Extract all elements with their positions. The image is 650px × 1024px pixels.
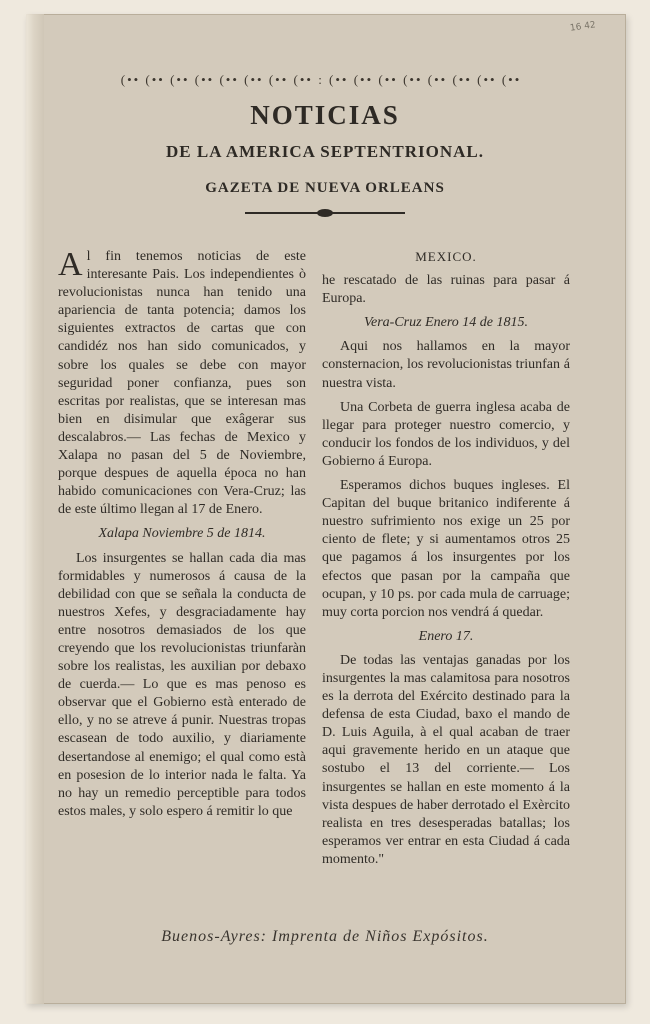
xalapa-letter: Los insurgentes se hallan cada dia mas formidables y numerosos á causa de la debilidad con que se señala la conducta de nuestros Xefes, y desgraciadamente hay entre nosotros demasiados de los que creyendo que los revolucionistas triunfaràn sobre los realistas, les auxilian por debaxo de cuerda.— Lo que es mas penoso es observar que el Gobierno està enterado de ello, y no se atreve á punir. Nuestras tropas escasean de todo auxilio, y diariamente desertandose al enemigo; el qual como està en posesion de lo interior nada le falta. Ya no hay un remedio perceptible para todos estos males, y solo espero á remitir lo que [58, 550, 306, 819]
dateline-xalapa: Xalapa Noviembre 5 de 1814. [98, 526, 266, 542]
enero-paragraph: De todas las ventajas ganadas por los insurgentes la mas calamitosa para nosotros es la derrota del Exército destinado para la defensa de esta Ciudad, baxo el mando de D. Luis Aguila, à el qual acaban de traer aqui gravemente herido en un ataque que sostubo el 13 del corriente.— Los insurgentes se hallan en este momento á la vista despues de haber derrotado el Exèrcito realista en tres desesperadas batallas; los esperamos ver entrar en esta Ciudad á cada momento." [322, 652, 570, 867]
gazette-name: GAZETA DE NUEVA ORLEANS [205, 180, 445, 196]
dateline-enero: Enero 17. [418, 628, 474, 644]
continuation-text: he rescatado de las ruinas para pasar á Europa. [322, 273, 570, 307]
masthead-subtitle: DE LA AMERICA SEPTENTRIONAL. [165, 142, 484, 161]
veracruz-paragraph-3: Esperamos dichos buques ingleses. El Capitan del buque britanico indiferente á nuestro sufrimiento nos exige un 25 por ciento de flete; y si aumentamos otros 25 que pagamos á los insurgentes por los efectos que pasan por la campaña que ocupan, y 10 ps. por cada mula de carruage; muy corta porcion nos vendrá á quedar. [322, 478, 570, 620]
intro-text: l fin tenemos noticias de este interesante Pais. Los independientes ò revolucionistas nunca han tenido una apariencia de tanta potencia; damos los siguientes extractos de cartas que con candidéz nos han sido comunicados, y sobre los quales se debe con mayor seguridad poner confianza, pues son escritas por realistas, que se interesan mas bien en disimular que exâgerar sus descalabros.— Las fechas de Mexico y Xalapa no pasan del 5 de Noviembre, porque despues de aquella época no han habido comunicaciones con Vera-Cruz; las de este último llegan al 17 de Enero. [58, 249, 306, 518]
corner-annotation: 16 42 [569, 20, 597, 34]
right-column [322, 248, 570, 875]
intro-paragraph [58, 248, 306, 519]
torn-edge [26, 14, 44, 1004]
veracruz-paragraph-1: Aqui nos hallamos en la mayor consternacion, los revolucionistas triunfan á nuestra vista. [322, 339, 570, 391]
veracruz-paragraph-2: Una Corbeta de guerra inglesa acaba de llegar para proteger nuestro comercio, y conducir los fondos de los individuos, y del Gobierno á Europa. [322, 399, 570, 469]
masthead-title: NOTICIAS [250, 100, 400, 130]
dateline-veracruz: Vera-Cruz Enero 14 de 1815. [364, 315, 528, 331]
ornamental-rule [245, 212, 405, 214]
section-heading-mexico: MEXICO. [415, 249, 477, 264]
printer-imprint: Buenos-Ayres: Imprenta de Niños Expósitos. [161, 928, 489, 945]
drop-cap: A [58, 246, 83, 283]
left-column [58, 248, 306, 827]
header-ornament: (•• (•• (•• (•• (•• (•• (•• (•• : (•• (•• (•• (•• (•• (•• (•• (•• [120, 72, 522, 87]
